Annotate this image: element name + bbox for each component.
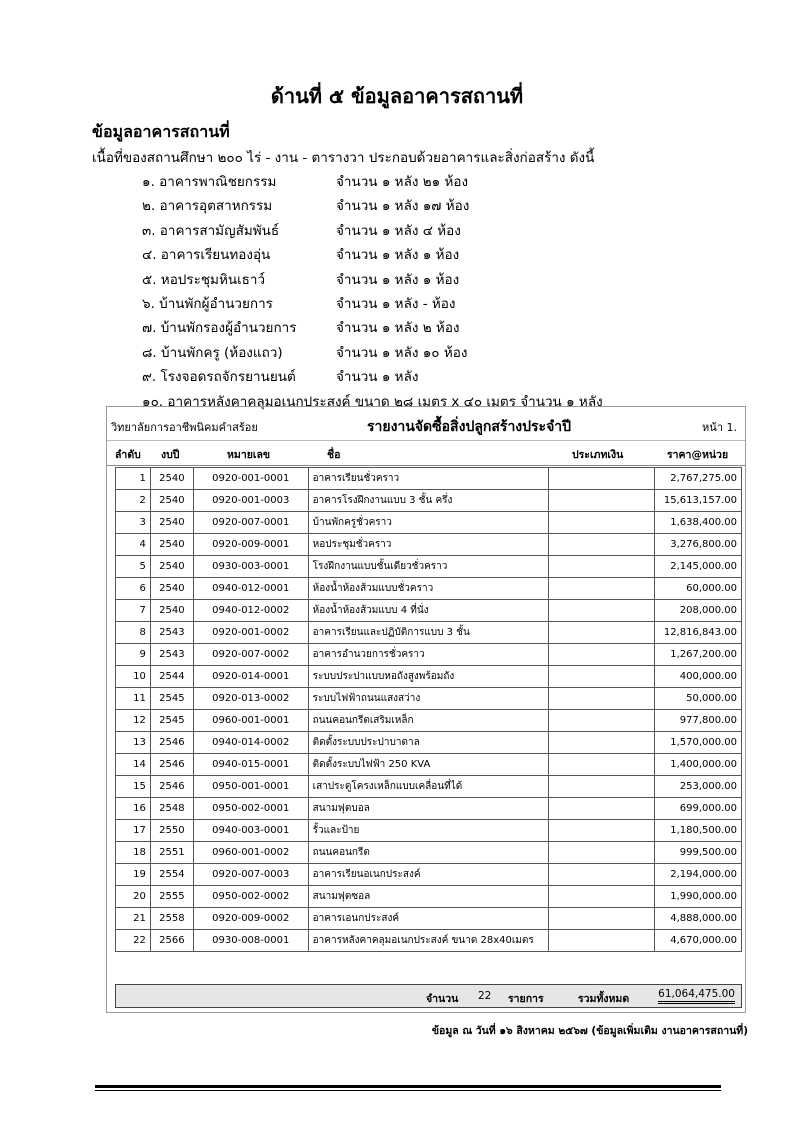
row-price: 12,816,843.00 [654, 622, 741, 644]
row-number: 22 [116, 930, 151, 952]
header-no: ลำดับ [115, 449, 141, 461]
header-name: ชื่อ [327, 449, 341, 461]
row-number: 11 [116, 688, 151, 710]
row-code: 0930-008-0001 [193, 930, 308, 952]
row-number: 1 [116, 468, 151, 490]
row-year: 2545 [150, 688, 193, 710]
building-quantity: จำนวน ๑ หลัง - ห้อง [336, 295, 456, 312]
row-price: 4,670,000.00 [654, 930, 741, 952]
row-price: 50,000.00 [654, 688, 741, 710]
row-name: ถนนคอนกรีต [308, 842, 548, 864]
row-name: อาคารหลังคาคลุมอเนกประสงค์ ขนาด 28x40เมตร [308, 930, 548, 952]
row-year: 2540 [150, 512, 193, 534]
items-table [115, 467, 742, 952]
building-name: ๕. หอประชุมหินเธาว์ [142, 271, 266, 288]
row-price: 253,000.00 [654, 776, 741, 798]
row-code: 0940-012-0001 [193, 578, 308, 600]
row-price: 2,767,275.00 [654, 468, 741, 490]
row-year: 2555 [150, 886, 193, 908]
row-price: 1,267,200.00 [654, 644, 741, 666]
row-year: 2566 [150, 930, 193, 952]
building-name: ๑๐. อาคารหลังคาคลุมอเนกประสงค์ ขนาด ๒๘ เมตร x ๔๐ เมตร จำนวน ๑ หลัง [142, 393, 603, 410]
building-quantity: จำนวน ๑ หลัง ๑ ห้อง [336, 247, 460, 264]
building-quantity: จำนวน ๑ หลัง ๒ ห้อง [336, 320, 460, 337]
table-row [116, 688, 742, 710]
table-row [116, 930, 742, 952]
row-number: 9 [116, 644, 151, 666]
row-money-type [548, 776, 654, 798]
table-row [116, 600, 742, 622]
row-name: ห้องน้ำห้องส้วมแบบ 4 ที่นั่ง [308, 600, 548, 622]
count-value: 22 [478, 990, 492, 1002]
building-name: ๘. บ้านพักครู (ห้องแถว) [142, 344, 283, 361]
row-year: 2554 [150, 864, 193, 886]
row-name: ติดตั้งระบบไฟฟ้า 250 KVA [308, 754, 548, 776]
row-money-type [548, 754, 654, 776]
table-row [116, 776, 742, 798]
row-year: 2540 [150, 490, 193, 512]
row-code: 0920-009-0001 [193, 534, 308, 556]
total-label: รวมทั้งหมด [578, 993, 630, 1005]
row-name: อาคารเอนกประสงค์ [308, 908, 548, 930]
header-price: ราคา@หน่วย [667, 449, 729, 461]
row-name: อาคารอำนวยการชั่วคราว [308, 644, 548, 666]
table-row [116, 732, 742, 754]
table-row [116, 556, 742, 578]
row-code: 0950-002-0001 [193, 798, 308, 820]
header-money-type: ประเภทเงิน [572, 449, 624, 461]
row-price: 400,000.00 [654, 666, 741, 688]
row-price: 999,500.00 [654, 842, 741, 864]
row-price: 2,194,000.00 [654, 864, 741, 886]
header-code: หมายเลข [227, 449, 271, 461]
row-year: 2540 [150, 468, 193, 490]
row-number: 15 [116, 776, 151, 798]
row-number: 5 [116, 556, 151, 578]
table-row [116, 490, 742, 512]
row-money-type [548, 732, 654, 754]
row-name: อาคารเรียนอเนกประสงค์ [308, 864, 548, 886]
building-name: ๓. อาคารสามัญสัมพันธ์ [142, 222, 280, 239]
building-name: ๔. อาคารเรียนทองอุ่น [142, 247, 271, 264]
building-name: ๗. บ้านพักรองผู้อำนวยการ [142, 320, 297, 337]
row-name: สนามฟุตบอล [308, 798, 548, 820]
table-row [116, 644, 742, 666]
row-number: 3 [116, 512, 151, 534]
row-price: 1,570,000.00 [654, 732, 741, 754]
intro-text: เนื้อที่ของสถานศึกษา ๒๐๐ ไร่ - งาน - ตารางวา ประกอบด้วยอาคารและสิ่งก่อสร้าง ดังนี้ [92, 150, 595, 166]
row-number: 17 [116, 820, 151, 842]
row-number: 2 [116, 490, 151, 512]
page-title: ด้านที่ ๕ ข้อมูลอาคารสถานที่ [270, 84, 524, 108]
row-number: 4 [116, 534, 151, 556]
row-number: 7 [116, 600, 151, 622]
table-row [116, 578, 742, 600]
table-row [116, 666, 742, 688]
row-code: 0940-015-0001 [193, 754, 308, 776]
row-money-type [548, 534, 654, 556]
construction-report [106, 406, 746, 1013]
footnote: ข้อมูล ณ วันที่ ๑๖ สิงหาคม ๒๕๖๗ (ข้อมูลเพิ่มเติม งานอาคารสถานที่) [431, 1025, 748, 1037]
row-number: 18 [116, 842, 151, 864]
row-price: 977,800.00 [654, 710, 741, 732]
row-money-type [548, 688, 654, 710]
row-money-type [548, 864, 654, 886]
row-money-type [548, 710, 654, 732]
row-code: 0920-001-0003 [193, 490, 308, 512]
row-money-type [548, 556, 654, 578]
row-price: 2,145,000.00 [654, 556, 741, 578]
row-money-type [548, 666, 654, 688]
row-year: 2540 [150, 578, 193, 600]
row-number: 6 [116, 578, 151, 600]
footer-rule [95, 1085, 721, 1088]
row-price: 15,613,157.00 [654, 490, 741, 512]
row-year: 2540 [150, 556, 193, 578]
building-quantity: จำนวน ๑ หลัง ๑๗ ห้อง [336, 198, 470, 215]
building-name: ๙. โรงจอดรถจักรยานยนต์ [142, 369, 296, 386]
row-year: 2543 [150, 644, 193, 666]
row-money-type [548, 886, 654, 908]
row-year: 2543 [150, 622, 193, 644]
row-code: 0950-002-0002 [193, 886, 308, 908]
items-label: รายการ [508, 993, 544, 1005]
row-name: รั้วและป้าย [308, 820, 548, 842]
footer-rule-thin [95, 1090, 721, 1091]
row-year: 2551 [150, 842, 193, 864]
table-row [116, 864, 742, 886]
row-money-type [548, 798, 654, 820]
section-heading: ข้อมูลอาคารสถานที่ [92, 122, 230, 141]
row-price: 208,000.00 [654, 600, 741, 622]
building-name: ๖. บ้านพักผู้อำนวยการ [142, 295, 273, 312]
row-money-type [548, 512, 654, 534]
row-name: หอประชุมชั่วคราว [308, 534, 548, 556]
column-headers [107, 441, 745, 466]
row-price: 3,276,800.00 [654, 534, 741, 556]
table-row [116, 512, 742, 534]
row-name: ห้องน้ำห้องส้วมแบบชั่วคราว [308, 578, 548, 600]
college-name: วิทยาลัยการอาชีพนิคมคำสร้อย [111, 421, 258, 434]
row-year: 2545 [150, 710, 193, 732]
building-name: ๑. อาคารพาณิชยกรรม [142, 174, 277, 190]
row-name: บ้านพักครูชั่วคราว [308, 512, 548, 534]
row-code: 0960-001-0001 [193, 710, 308, 732]
building-quantity: จำนวน ๑ หลัง [336, 369, 419, 386]
building-name: ๒. อาคารอุตสาหกรรม [142, 198, 273, 215]
header-year: งบปี [161, 449, 180, 461]
table-row [116, 820, 742, 842]
row-year: 2546 [150, 732, 193, 754]
building-quantity: จำนวน ๑ หลัง ๑ ห้อง [336, 271, 460, 288]
table-row [116, 468, 742, 490]
row-code: 0940-003-0001 [193, 820, 308, 842]
row-number: 16 [116, 798, 151, 820]
row-year: 2546 [150, 776, 193, 798]
total-amount: 61,064,475.00 [658, 988, 735, 1004]
row-year: 2550 [150, 820, 193, 842]
row-name: อาคารเรียนและปฏิบัติการแบบ 3 ชั้น [308, 622, 548, 644]
row-code: 0920-013-0002 [193, 688, 308, 710]
table-row [116, 534, 742, 556]
row-money-type [548, 490, 654, 512]
row-money-type [548, 644, 654, 666]
count-label: จำนวน [426, 993, 459, 1005]
row-money-type [548, 930, 654, 952]
row-name: อาคารโรงฝึกงานแบบ 3 ชั้น ครึ่ง [308, 490, 548, 512]
totals-bar [115, 984, 742, 1008]
row-price: 1,180,500.00 [654, 820, 741, 842]
row-number: 19 [116, 864, 151, 886]
row-money-type [548, 820, 654, 842]
row-price: 1,990,000.00 [654, 886, 741, 908]
row-number: 10 [116, 666, 151, 688]
row-money-type [548, 842, 654, 864]
row-code: 0920-007-0002 [193, 644, 308, 666]
row-code: 0920-014-0001 [193, 666, 308, 688]
row-code: 0920-007-0003 [193, 864, 308, 886]
row-code: 0950-001-0001 [193, 776, 308, 798]
table-row [116, 754, 742, 776]
table-row [116, 798, 742, 820]
table-row [116, 842, 742, 864]
row-code: 0930-003-0001 [193, 556, 308, 578]
table-row [116, 886, 742, 908]
row-price: 1,400,000.00 [654, 754, 741, 776]
row-number: 12 [116, 710, 151, 732]
row-year: 2544 [150, 666, 193, 688]
row-money-type [548, 600, 654, 622]
row-name: เสาประตูโครงเหล็กแบบเคลื่อนที่ได้ [308, 776, 548, 798]
row-name: โรงฝึกงานแบบชั้นเดียวชั่วคราว [308, 556, 548, 578]
row-name: อาคารเรียนชั่วคราว [308, 468, 548, 490]
row-name: สนามฟุตซอล [308, 886, 548, 908]
row-price: 60,000.00 [654, 578, 741, 600]
row-name: ถนนคอนกรีตเสริมเหล็ก [308, 710, 548, 732]
row-number: 8 [116, 622, 151, 644]
row-code: 0920-007-0001 [193, 512, 308, 534]
report-header [107, 407, 745, 441]
row-year: 2558 [150, 908, 193, 930]
building-quantity: จำนวน ๑ หลัง ๑๐ ห้อง [336, 344, 468, 361]
building-quantity: จำนวน ๑ หลัง ๒๑ ห้อง [336, 174, 469, 190]
row-number: 20 [116, 886, 151, 908]
row-price: 4,888,000.00 [654, 908, 741, 930]
row-code: 0920-009-0002 [193, 908, 308, 930]
row-code: 0940-012-0002 [193, 600, 308, 622]
building-quantity: จำนวน ๑ หลัง ๔ ห้อง [336, 222, 461, 239]
row-number: 21 [116, 908, 151, 930]
row-money-type [548, 578, 654, 600]
row-year: 2548 [150, 798, 193, 820]
row-code: 0920-001-0002 [193, 622, 308, 644]
row-year: 2540 [150, 600, 193, 622]
row-number: 14 [116, 754, 151, 776]
row-number: 13 [116, 732, 151, 754]
items-table-body [116, 468, 742, 952]
row-year: 2540 [150, 534, 193, 556]
row-code: 0940-014-0002 [193, 732, 308, 754]
table-row [116, 710, 742, 732]
row-year: 2546 [150, 754, 193, 776]
row-money-type [548, 468, 654, 490]
row-price: 1,638,400.00 [654, 512, 741, 534]
row-price: 699,000.00 [654, 798, 741, 820]
row-code: 0960-001-0002 [193, 842, 308, 864]
report-title: รายงานจัดซื้อสิ่งปลูกสร้างประจำปี [367, 419, 572, 435]
table-row [116, 908, 742, 930]
row-name: ระบบไฟฟ้าถนนแสงสว่าง [308, 688, 548, 710]
row-money-type [548, 622, 654, 644]
row-money-type [548, 908, 654, 930]
row-name: ระบบประปาแบบหอถังสูงพร้อมถัง [308, 666, 548, 688]
row-name: ติดตั้งระบบประปาบาดาล [308, 732, 548, 754]
page-number: หน้า 1. [702, 421, 737, 434]
row-code: 0920-001-0001 [193, 468, 308, 490]
table-row [116, 622, 742, 644]
